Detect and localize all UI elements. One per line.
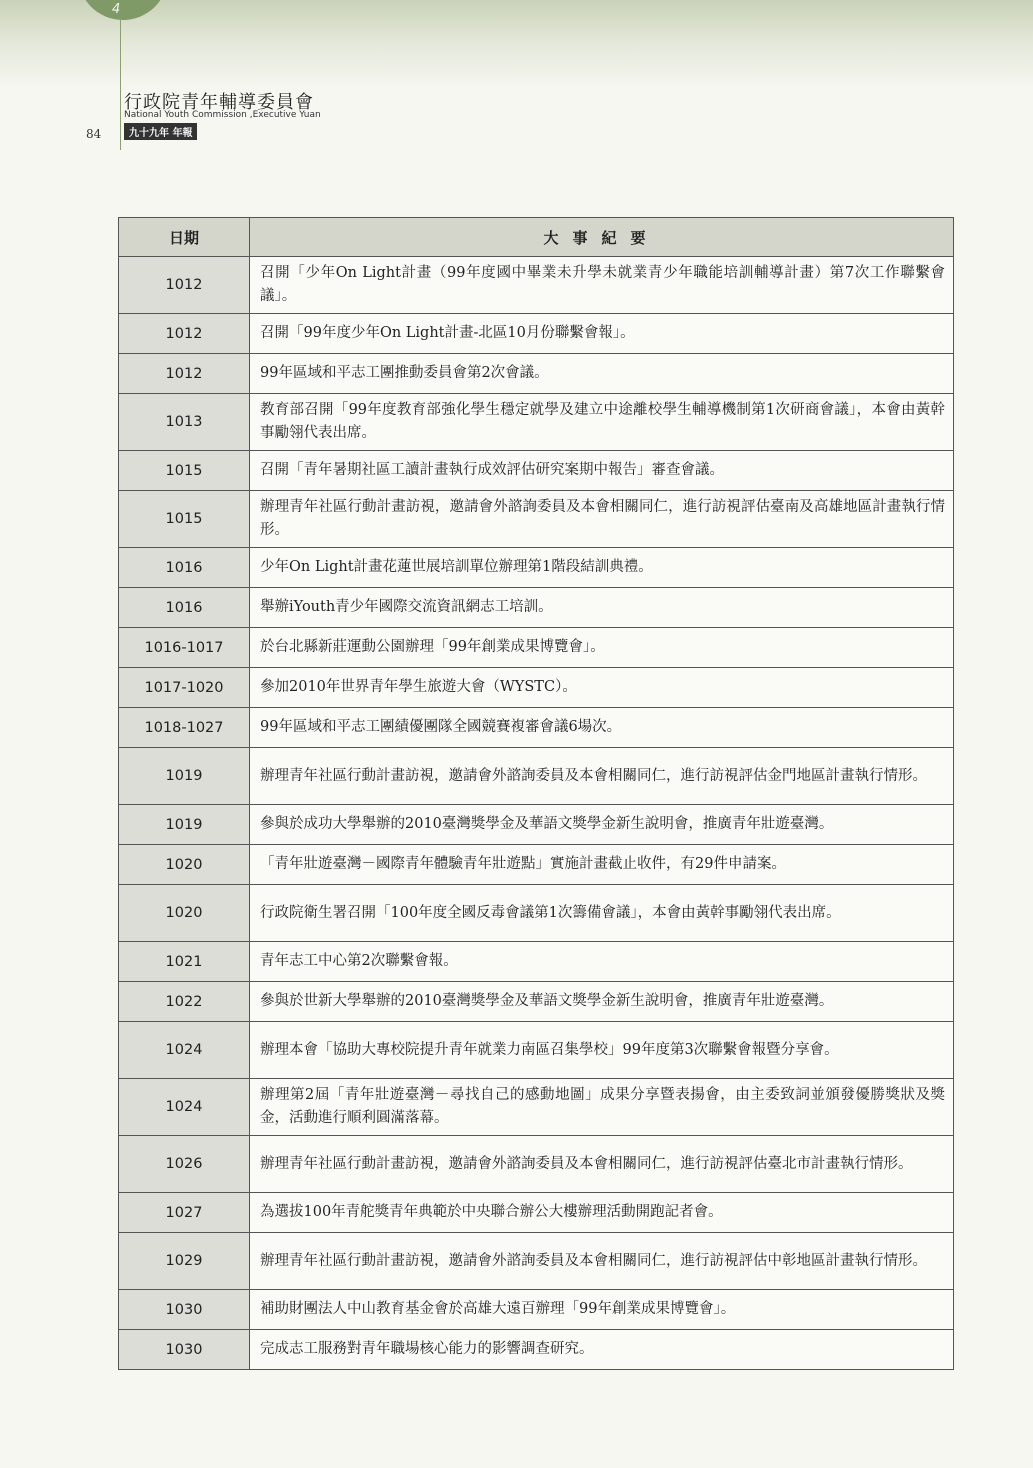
org-title: 行政院青年輔導委員會 (124, 92, 314, 113)
table-row (119, 1136, 954, 1193)
org-english-name: National Youth Commission ,Executive Yuan (124, 110, 321, 120)
row-event: 行政院衛生署召開「100年度全國反毒會議第1次籌備會議」，本會由黃幹事勵翎代表出席。 (250, 885, 954, 942)
row-event: 教育部召開「99年度教育部強化學生穩定就學及建立中途離校學生輔導機制第1次研商會議」，本會由黃幹事勵翎代表出席。 (250, 394, 954, 451)
header-background (0, 0, 1033, 90)
row-event: 辦理本會「協助大專校院提升青年就業力南區召集學校」99年度第3次聯繫會報暨分享會。 (250, 1022, 954, 1079)
table-row (119, 628, 954, 668)
row-event: 99年區域和平志工團績優團隊全國競賽複審會議6場次。 (250, 708, 954, 748)
row-date: 1015 (119, 491, 250, 548)
row-event: 辦理青年社區行動計畫訪視，邀請會外諮詢委員及本會相關同仁，進行訪視評估中彰地區計畫執行情形。 (250, 1233, 954, 1290)
row-event: 參與於世新大學舉辦的2010臺灣獎學金及華語文獎學金新生說明會，推廣青年壯遊臺灣。 (250, 982, 954, 1022)
row-event: 召開「99年度少年On Light計畫-北區10月份聯繫會報」。 (250, 314, 954, 354)
row-date: 1021 (119, 942, 250, 982)
row-event: 少年On Light計畫花蓮世展培訓單位辦理第1階段結訓典禮。 (250, 548, 954, 588)
table-row (119, 394, 954, 451)
table-row (119, 491, 954, 548)
row-date: 1020 (119, 885, 250, 942)
table-row (119, 548, 954, 588)
row-date: 1019 (119, 805, 250, 845)
header-divider (120, 20, 121, 150)
row-event: 為選拔100年青舵獎青年典範於中央聯合辦公大樓辦理活動開跑記者會。 (250, 1193, 954, 1233)
table-row (119, 451, 954, 491)
table-row (119, 314, 954, 354)
row-event: 召開「青年暑期社區工讀計畫執行成效評估研究案期中報告」審查會議。 (250, 451, 954, 491)
row-event: 辦理青年社區行動計畫訪視，邀請會外諮詢委員及本會相關同仁，進行訪視評估金門地區計畫執行情形。 (250, 748, 954, 805)
row-date: 1012 (119, 257, 250, 314)
row-date: 1030 (119, 1330, 250, 1370)
row-event: 辦理青年社區行動計畫訪視，邀請會外諮詢委員及本會相關同仁，進行訪視評估臺北市計畫執行情形。 (250, 1136, 954, 1193)
table-row (119, 885, 954, 942)
row-date: 1030 (119, 1290, 250, 1330)
row-date: 1017-1020 (119, 668, 250, 708)
row-date: 1016-1017 (119, 628, 250, 668)
table-row (119, 588, 954, 628)
row-date: 1019 (119, 748, 250, 805)
row-event: 召開「少年On Light計畫（99年度國中畢業未升學未就業青少年職能培訓輔導計畫）第7次工作聯繫會議」。 (250, 257, 954, 314)
table-row (119, 257, 954, 314)
row-date: 1024 (119, 1079, 250, 1136)
table-row (119, 668, 954, 708)
page-number: 84 (86, 127, 102, 141)
row-date: 1013 (119, 394, 250, 451)
row-event: 參與於成功大學舉辦的2010臺灣獎學金及華語文獎學金新生說明會，推廣青年壯遊臺灣。 (250, 805, 954, 845)
row-event: 補助財團法人中山教育基金會於高雄大遠百辦理「99年創業成果博覽會」。 (250, 1290, 954, 1330)
table-row (119, 982, 954, 1022)
table-row (119, 354, 954, 394)
table-header-row (119, 218, 954, 257)
row-date: 1016 (119, 588, 250, 628)
row-date: 1016 (119, 548, 250, 588)
row-event: 青年志工中心第2次聯繫會報。 (250, 942, 954, 982)
table-row (119, 845, 954, 885)
row-date: 1015 (119, 451, 250, 491)
table-row (119, 1022, 954, 1079)
table-row (119, 1290, 954, 1330)
table-row (119, 1079, 954, 1136)
table-row (119, 708, 954, 748)
row-event: 辦理第2屆「青年壯遊臺灣－尋找自己的感動地圖」成果分享暨表揚會，由主委致詞並頒發優勝獎狀及獎金，活動進行順利圓滿落幕。 (250, 1079, 954, 1136)
table-row (119, 805, 954, 845)
report-tag: 九十九年 年報 (124, 123, 197, 140)
table-body (119, 257, 954, 1370)
row-date: 1012 (119, 354, 250, 394)
header-date: 日期 (119, 218, 250, 257)
chapter-number: 4 (112, 2, 121, 17)
row-date: 1012 (119, 314, 250, 354)
table-row (119, 942, 954, 982)
row-date: 1026 (119, 1136, 250, 1193)
row-event: 完成志工服務對青年職場核心能力的影響調查研究。 (250, 1330, 954, 1370)
row-event: 舉辦iYouth青少年國際交流資訊網志工培訓。 (250, 588, 954, 628)
events-table (118, 217, 954, 1370)
table-row (119, 748, 954, 805)
table-row (119, 1193, 954, 1233)
row-date: 1022 (119, 982, 250, 1022)
row-date: 1027 (119, 1193, 250, 1233)
row-date: 1029 (119, 1233, 250, 1290)
row-event: 參加2010年世界青年學生旅遊大會（WYSTC）。 (250, 668, 954, 708)
row-date: 1024 (119, 1022, 250, 1079)
row-event: 於台北縣新莊運動公園辦理「99年創業成果博覽會」。 (250, 628, 954, 668)
table-row (119, 1233, 954, 1290)
row-date: 1018-1027 (119, 708, 250, 748)
row-event: 99年區域和平志工團推動委員會第2次會議。 (250, 354, 954, 394)
header-events: 大事紀要 (250, 218, 954, 257)
table-row (119, 1330, 954, 1370)
row-event: 「青年壯遊臺灣－國際青年體驗青年壯遊點」實施計畫截止收件，有29件申請案。 (250, 845, 954, 885)
row-date: 1020 (119, 845, 250, 885)
row-event: 辦理青年社區行動計畫訪視，邀請會外諮詢委員及本會相關同仁，進行訪視評估臺南及高雄地區計畫執行情形。 (250, 491, 954, 548)
